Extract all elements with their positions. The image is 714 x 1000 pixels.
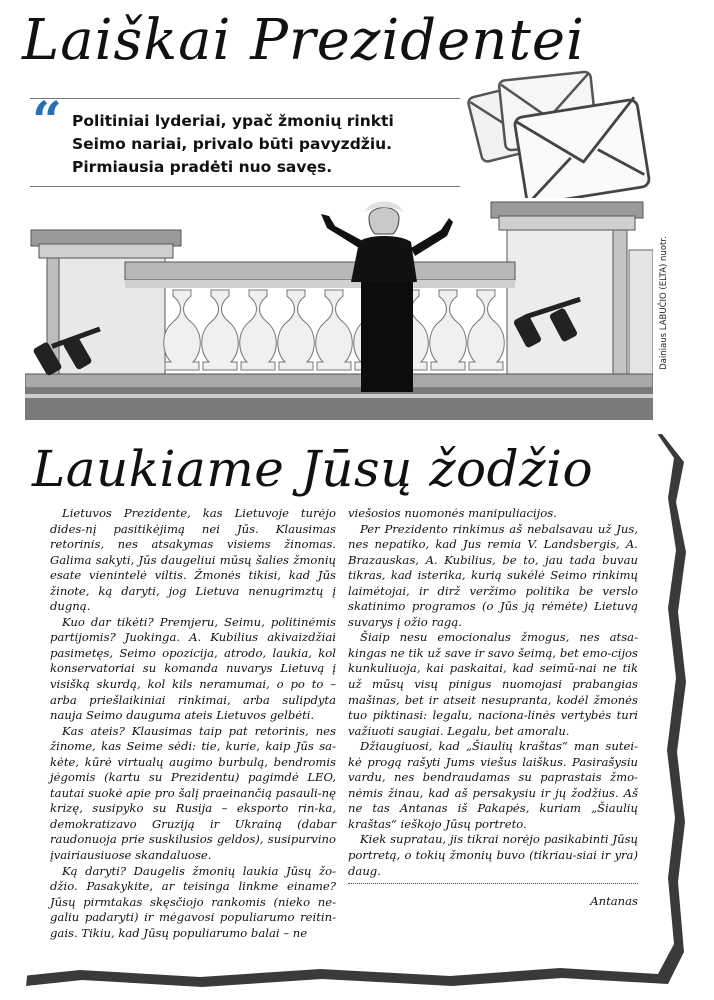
envelopes-illustration: [462, 62, 662, 212]
pull-quote: [72, 110, 452, 179]
photo-credit-text: Dainiaus LABUČIO (ELTA) nuotr.: [659, 236, 669, 370]
pull-quote-line: Pirmiausia pradėti nuo savęs.: [72, 158, 333, 176]
quote-mark: “: [32, 91, 62, 152]
news-photo: [25, 198, 653, 420]
article-paragraph: Lietuvos Prezidente, kas Lietuvoje turėjo dides-nį pasitikėjimą nei Jūs. Klausimas retorinis, nes atsakymas visiems žinomas. Galima sakyti, Jūs daugeliui mūsų šalies žmonių esate vienintelė viltis. Žmonės tikisi, kad Jūs žinote, ką daryti, jog Lietuva nenugrimztų į dugną.: [50, 506, 336, 614]
pull-quote-line: Politiniai lyderiai, ypač žmonių rinkti: [72, 112, 394, 130]
article-paragraph: Per Prezidento rinkimus aš nebalsavau už Jus, nes nepatiko, kad Jus remia V. Landsbergis, A. Brazauskas, A. Kubilius, be to, jau tada buvau tikras, kad isterika, kurią sukėlė Seimo rinkimų laimėtojai, ir dirž veržimo politika be verslo skatinimo programos (o Jūs ją rėmėte) Lietuvą suvarys į ožio ragą.: [348, 521, 638, 629]
masthead-divider: [30, 98, 460, 99]
article-paragraph: Kuo dar tikėti? Premjeru, Seimu, politinėmis partijomis? Juokinga. A. Kubilius akivaizdžiai pasimetęs, Seimo opozicija, atrodo, laukia, kol konservatoriai su komanda nuvarys Lietuvą į visišką skurdą, kol kils neramumai, o po to – arba priešlaikiniai rinkimai, arba sulipdyta nauja Seimo dauguma ateis Lietuvos gelbėti.: [50, 614, 336, 723]
article-paragraph: Džiaugiuosi, kad „Šiaulių kraštas“ man sutei-kė progą rašyti Jums viešus laiškus. Pasirašysiu vardu, nes bendraudamas su paprastais žmo-nėmis žinau, kad aš persakysiu ir jų žodžius. Aš ne tas Antanas iš Pakapės, kuriam „Šiaulių kraštas“ ieškojo Jūsų portreto.: [348, 739, 638, 831]
quote-divider: [30, 186, 460, 187]
photo-credit: [656, 210, 670, 400]
section-title: Laiškai Prezidentei: [22, 8, 585, 73]
article-paragraph: Kas ateis? Klausimas taip pat retorinis, nes žinome, kas Seime sėdi: tie, kurie, kaip Jūs sa-kėte, kūrė virtualų augimo burbulą, bendromis jėgomis (kartu su Prezidentu) pagimdė LEO, tautai suokė apie pro šalį praeinančią pasauli-nę krizę, susipyko su Rusija – eksporto rin-ka, demokratizavo Gruziją ir Ukrainą (dabar raudonuoja prie suskilusios geldos), susipurvino įvairiausiuose skandaluose.: [50, 723, 336, 863]
article-paragraph: viešosios nuomonės manipuliacijos.: [348, 506, 557, 520]
article-headline: Laukiame Jūsų žodžio: [32, 440, 594, 498]
pull-quote-line: Seimo nariai, privalo būti pavyzdžiu.: [72, 135, 393, 153]
article-signature: Antanas: [590, 894, 638, 909]
article-column-1: [50, 506, 336, 941]
article-paragraph: Kiek supratau, jis tikrai norėjo pasikabinti Jūsų portretą, o tokių žmonių buvo (tikriau-siai ir yra) daug.: [348, 832, 638, 878]
signature-divider: [348, 883, 638, 884]
article-paragraph: Ką daryti? Daugelis žmonių laukia Jūsų žo-džio. Pasakykite, ar teisinga linkme einame? Jūsų pirmtakas skęsčiojo rankomis (nieko ne-galiu padaryti) ir mėgavosi populiarumo reitin-gais. Tikiu, kad Jūsų populiarumo balai – ne: [50, 863, 336, 940]
article-column-2: [348, 506, 638, 910]
article-paragraph: Šiaip nesu emocionalus žmogus, nes atsa-kingas ne tik už save ir savo šeimą, bet emo-cijos kunkuliuoja, kai paskaitai, kad seimū-nai ne tik už mūsų visų pinigus nuomojasi prabangias mašinas, bet ir atseit nesupranta, kodėl žmonės tuo piktinasi: legalu, naciona-linės vertybės turi važiuoti saugiai. Legalu, bet amoralu.: [348, 630, 638, 738]
